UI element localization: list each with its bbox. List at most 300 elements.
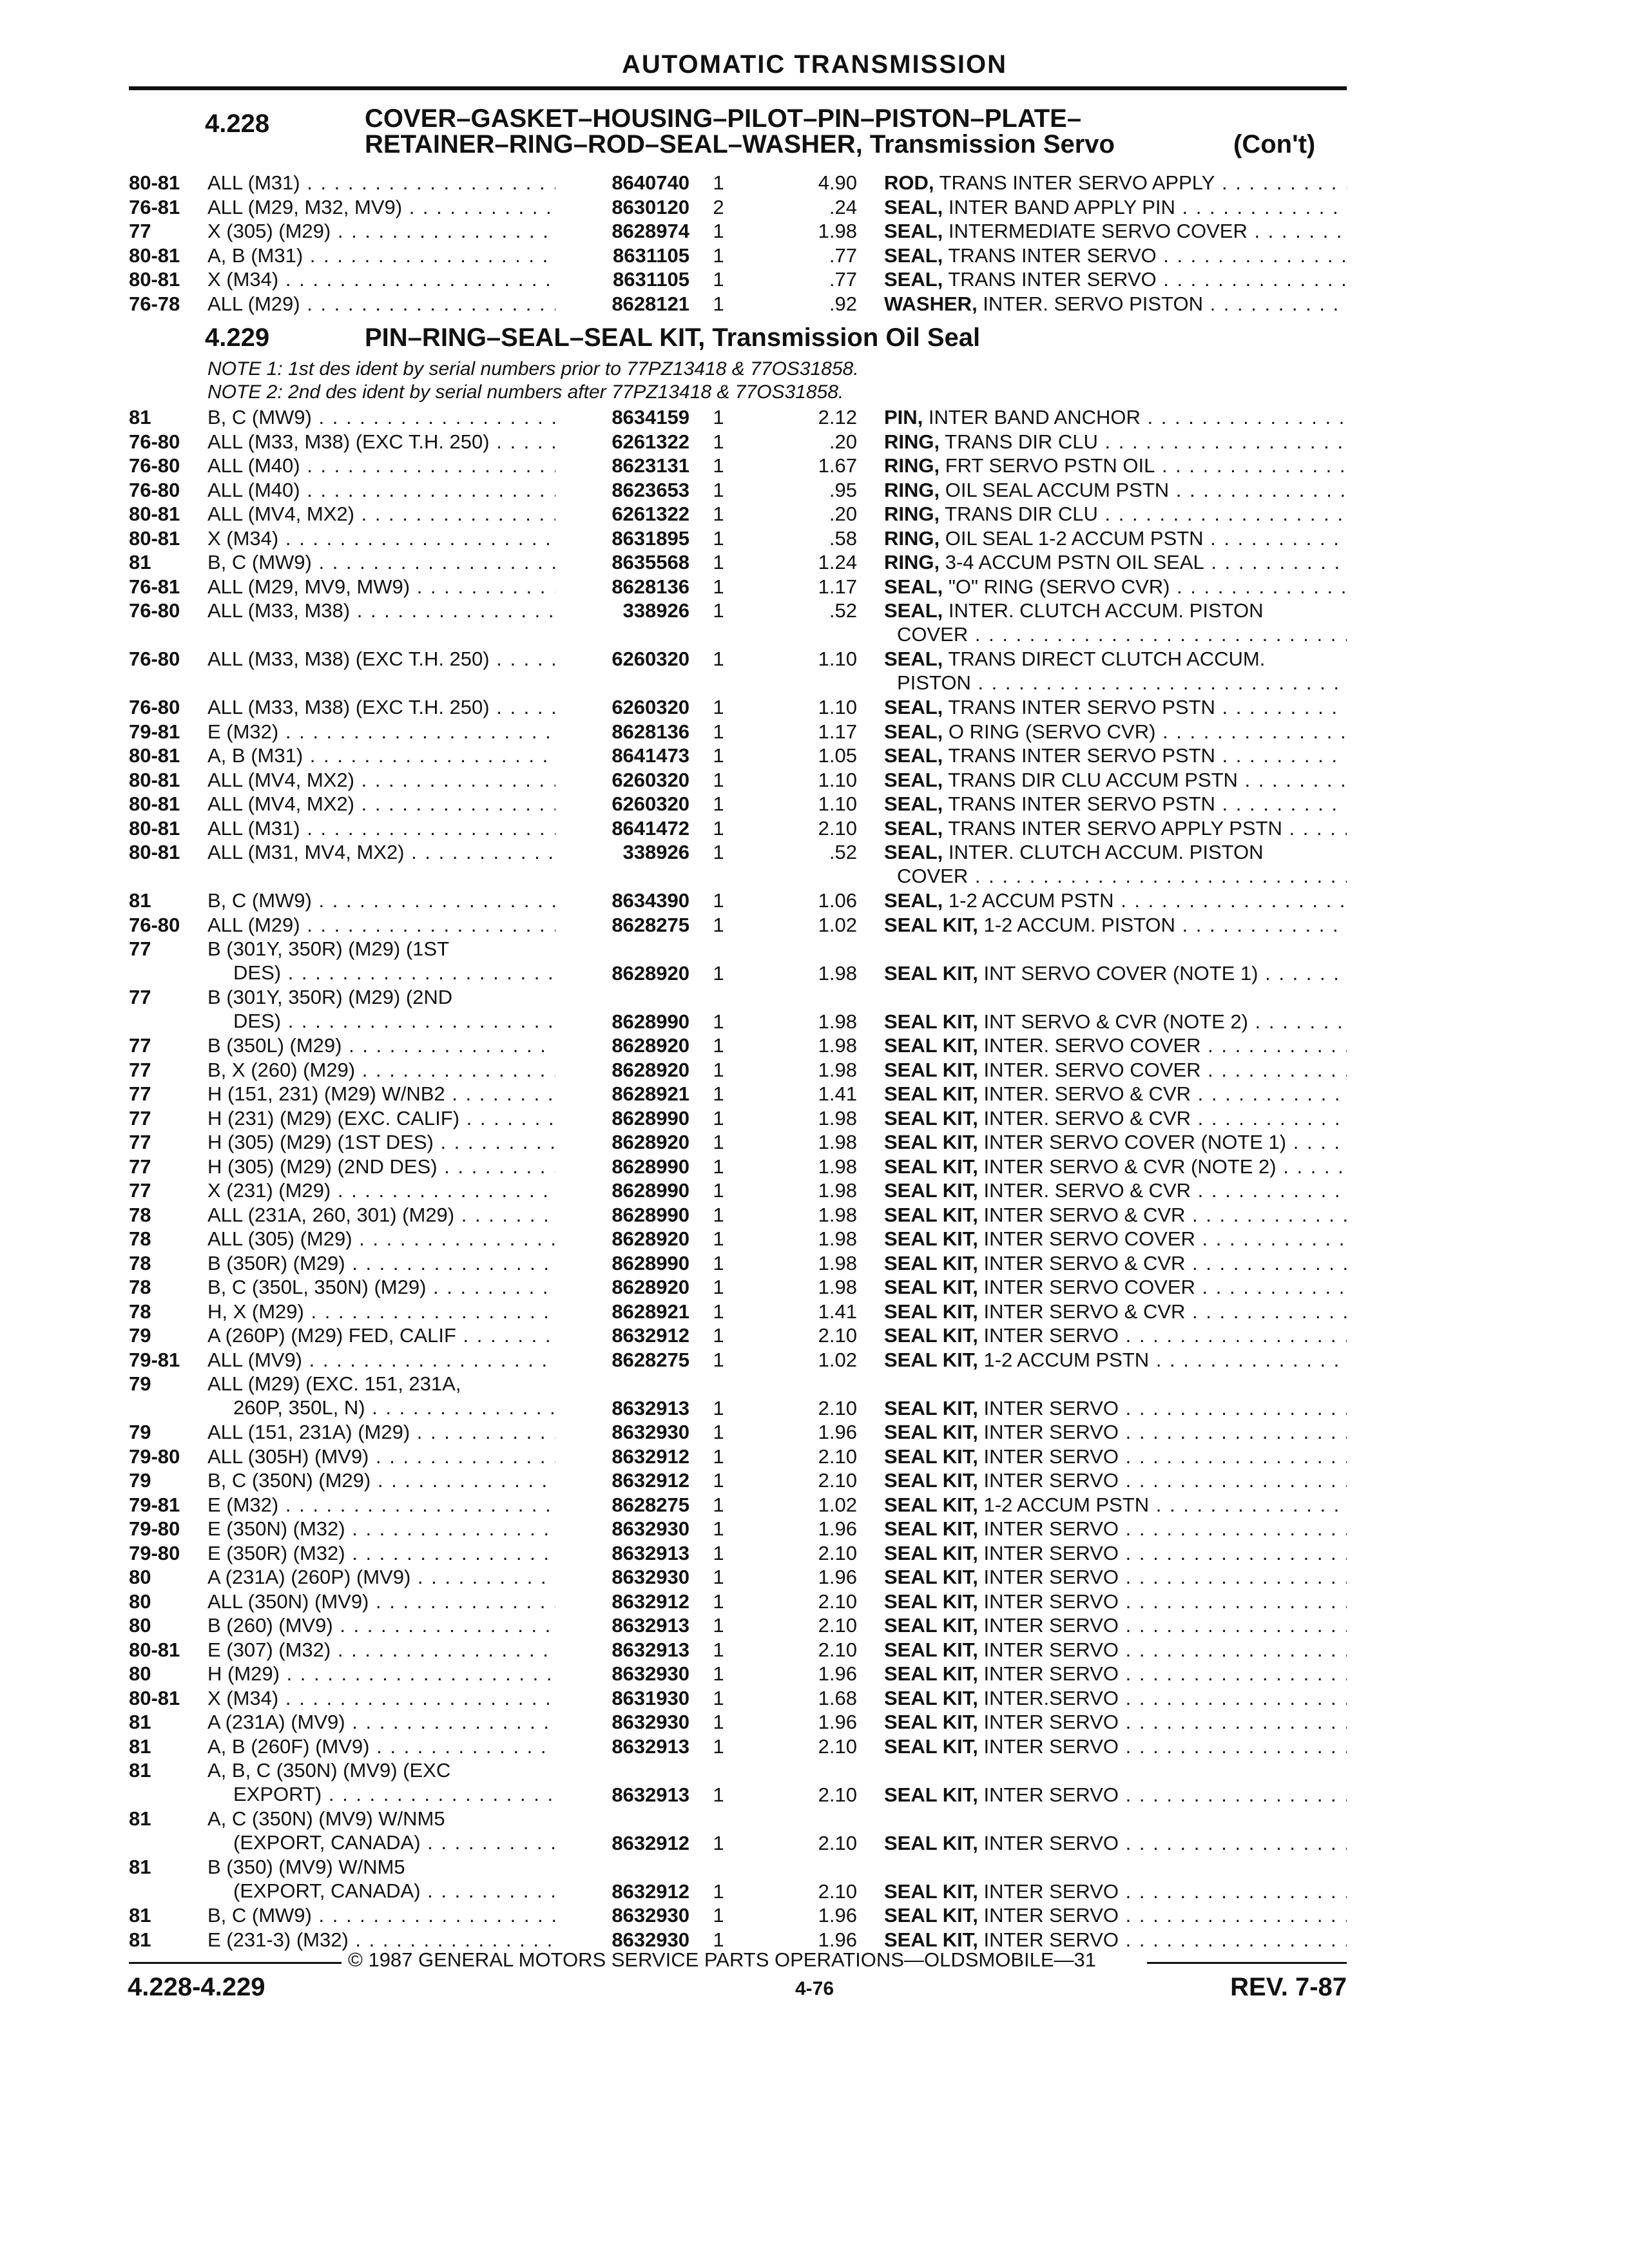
- part-category: SEAL KIT,: [884, 1783, 978, 1806]
- description-line: ALL (M29) . . .: [207, 293, 555, 316]
- part-name-line: [884, 1566, 1347, 1590]
- part-category: SEAL KIT,: [884, 1058, 978, 1081]
- price: 2.10: [818, 1614, 857, 1637]
- price: 1.05: [818, 744, 857, 767]
- description-line: ALL (M29, M32, MV9) . . .: [207, 196, 555, 220]
- model-year: 80-81: [129, 503, 180, 525]
- table-row: [0, 1082, 1629, 1107]
- part-name: [884, 1179, 1347, 1203]
- model-year: 77: [129, 937, 151, 960]
- description-line: B (301Y, 350R) (M29) (1ST: [207, 937, 450, 960]
- part-name: [884, 744, 1347, 768]
- part-name-text: INTER SERVO: [978, 1735, 1119, 1758]
- quantity: 1: [713, 1300, 724, 1323]
- application-description: [207, 1590, 555, 1614]
- application-description: [207, 527, 555, 551]
- description-line: B, C (MW9) . . .: [207, 551, 555, 575]
- part-number: 8632912: [612, 1324, 689, 1347]
- part-name-line: [884, 793, 1347, 816]
- part-name-line: [884, 1687, 1347, 1711]
- part-name-line: [884, 769, 1347, 793]
- part-category: SEAL KIT,: [884, 1493, 978, 1516]
- part-name-line: [884, 1034, 1347, 1058]
- price: 1.98: [818, 1106, 857, 1129]
- part-number: 8628136: [612, 575, 689, 598]
- part-name-text: INTER SERVO: [978, 1396, 1119, 1419]
- part-number: 6260320: [612, 793, 689, 815]
- part-name-text: TRANS INTER SERVO APPLY: [934, 171, 1215, 194]
- part-category: RING,: [884, 551, 940, 573]
- table-row: [0, 1227, 1629, 1252]
- application-description: [207, 1687, 555, 1711]
- part-category: RING,: [884, 503, 940, 525]
- description-line: E (M32) . . .: [207, 720, 555, 744]
- price: .24: [829, 195, 857, 218]
- quantity: 1: [713, 1879, 724, 1903]
- continued-label: (Con't): [1233, 130, 1316, 159]
- price: 1.96: [818, 1711, 857, 1733]
- part-name: [884, 1711, 1347, 1735]
- footer-revision: REV. 7-87: [1230, 1973, 1347, 2001]
- part-number: 8632913: [612, 1735, 689, 1758]
- part-category: SEAL KIT,: [884, 1686, 978, 1709]
- description-line: H (305) (M29) (2ND DES) . . .: [207, 1155, 555, 1179]
- description-line: ALL (M40) . . .: [207, 454, 555, 478]
- quantity: 1: [713, 648, 724, 670]
- part-category: SEAL KIT,: [884, 961, 978, 985]
- part-number: 8628920: [612, 1058, 689, 1081]
- price: 1.10: [818, 696, 857, 718]
- price: 1.02: [818, 1348, 857, 1371]
- part-number: 8628275: [612, 1348, 689, 1371]
- part-name: [884, 171, 1347, 195]
- model-year: 77: [129, 1034, 151, 1057]
- part-category: RING,: [884, 454, 940, 477]
- part-name-text: INTER SERVO: [978, 1445, 1119, 1468]
- model-year: 80-81: [129, 171, 180, 194]
- part-name-line: [884, 196, 1347, 220]
- description-line: B (350R) (M29) . . .: [207, 1252, 555, 1276]
- part-name: [884, 454, 1347, 478]
- application-description: [207, 293, 555, 316]
- part-name-line: [884, 1639, 1347, 1662]
- price: 1.98: [818, 1179, 857, 1202]
- application-description: [207, 1662, 555, 1686]
- table-row: [0, 1349, 1629, 1373]
- part-number: 8628920: [612, 961, 689, 985]
- part-name-text: TRANS DIR CLU: [940, 430, 1098, 453]
- quantity: 1: [713, 1179, 724, 1202]
- part-name-text: INTER SERVO: [978, 1928, 1119, 1951]
- description-line: ALL (M31) . . .: [207, 817, 555, 841]
- price: 2.10: [818, 1469, 857, 1492]
- model-year: 79: [129, 1372, 151, 1395]
- application-description: [207, 1542, 555, 1566]
- part-category: SEAL,: [884, 768, 943, 791]
- table-row: [0, 1494, 1629, 1518]
- quantity: 1: [713, 268, 724, 291]
- description-line: B (350) (MV9) W/NM5: [207, 1856, 405, 1878]
- model-year: 81: [129, 889, 151, 912]
- part-number: 8632930: [612, 1421, 689, 1443]
- quantity: 1: [713, 1106, 724, 1129]
- part-number: 8628921: [612, 1082, 689, 1105]
- price: 1.98: [818, 1010, 857, 1033]
- part-name: [884, 1494, 1347, 1517]
- table-row: [0, 1566, 1629, 1590]
- part-category: SEAL KIT,: [884, 1928, 978, 1951]
- part-number: 8632912: [612, 1879, 689, 1903]
- part-number: 8631105: [613, 244, 689, 267]
- quantity: 1: [713, 1445, 724, 1468]
- part-name-text: INTER SERVO & CVR: [978, 1251, 1186, 1274]
- quantity: 1: [713, 1396, 724, 1419]
- part-number: 6260320: [612, 768, 689, 791]
- application-description: [207, 1059, 555, 1082]
- price: 2.12: [818, 406, 857, 428]
- model-year: 77: [129, 1058, 151, 1081]
- model-year: 81: [129, 1928, 151, 1951]
- price: 1.96: [818, 1566, 857, 1588]
- description-line: A, B (M31) . . .: [207, 244, 555, 268]
- part-name: [884, 1300, 1347, 1324]
- quantity: 1: [713, 1928, 724, 1951]
- quantity: 1: [713, 1058, 724, 1081]
- part-name: [884, 527, 1347, 551]
- table-row: [0, 430, 1629, 455]
- description-line: A, B (260F) (MV9) . . .: [207, 1735, 555, 1759]
- part-category: SEAL KIT,: [884, 1566, 978, 1588]
- part-number: 8628275: [612, 1493, 689, 1516]
- part-category: SEAL KIT,: [884, 1131, 978, 1153]
- quantity: 1: [713, 1131, 724, 1153]
- part-name-line: [884, 575, 1347, 599]
- part-category: PIN,: [884, 406, 923, 428]
- model-year: 81: [129, 551, 151, 573]
- description-line: X (231) (M29) . . .: [207, 1179, 555, 1203]
- part-name-line: [884, 1155, 1347, 1179]
- part-name: [884, 1880, 1347, 1904]
- application-description: [207, 1276, 555, 1300]
- part-name-text: INTER. CLUTCH ACCUM. PISTON: [943, 599, 1264, 622]
- price: 2.10: [818, 1324, 857, 1347]
- part-name-text: TRANS INTER SERVO: [943, 244, 1157, 267]
- part-number: 8634390: [612, 889, 689, 912]
- part-name-text: O RING (SERVO CVR): [943, 720, 1156, 743]
- section-title: [365, 323, 980, 352]
- description-line: ALL (151, 231A) (M29) . . .: [207, 1421, 555, 1445]
- description-line: B, C (MW9) . . .: [207, 889, 555, 913]
- table-row: [0, 1276, 1629, 1300]
- description-line: ALL (M33, M38) . . .: [207, 599, 555, 623]
- part-name: [884, 196, 1347, 220]
- part-name-line: [884, 599, 1347, 623]
- model-year: 78: [129, 1203, 151, 1226]
- part-name: [884, 1687, 1347, 1711]
- model-year: 81: [129, 1711, 151, 1733]
- application-description: [207, 196, 555, 220]
- part-category: SEAL KIT,: [884, 1276, 978, 1298]
- part-name: [884, 1155, 1347, 1179]
- description-line: A, B, C (350N) (MV9) (EXC: [207, 1759, 451, 1782]
- description-line: ALL (M29) (EXC. 151, 231A,: [207, 1372, 461, 1395]
- quantity: 1: [713, 1421, 724, 1443]
- table-row: [0, 1300, 1629, 1325]
- table-row: [0, 1856, 1629, 1904]
- part-name-text: INTER. CLUTCH ACCUM. PISTON: [943, 841, 1264, 863]
- table-row: [0, 769, 1629, 793]
- description-line: B, C (MW9) . . .: [207, 1904, 555, 1928]
- part-name-line: [884, 244, 1347, 268]
- model-year: 76-80: [129, 696, 180, 718]
- part-name-text: INTER SERVO: [978, 1638, 1119, 1661]
- model-year: 78: [129, 1300, 151, 1323]
- part-name-line: [884, 1735, 1347, 1759]
- quantity: 1: [713, 1155, 724, 1178]
- description-line: A, C (350N) (MV9) W/NM5: [207, 1807, 445, 1830]
- application-description: [207, 648, 555, 671]
- part-name-text: INTER. SERVO COVER: [978, 1034, 1201, 1057]
- part-number: 8632913: [612, 1783, 689, 1806]
- part-name: [884, 1662, 1347, 1686]
- part-category: SEAL,: [884, 793, 943, 815]
- part-category: SEAL KIT,: [884, 1082, 978, 1105]
- part-number: 8632913: [612, 1396, 689, 1419]
- quantity: 1: [713, 1541, 724, 1564]
- application-description: [207, 769, 555, 793]
- description-line: E (307) (M32) . . .: [207, 1639, 555, 1662]
- part-category: SEAL KIT,: [884, 1179, 978, 1202]
- quantity: 1: [713, 478, 724, 501]
- table-row: [0, 1445, 1629, 1470]
- application-description: [207, 793, 555, 816]
- application-description: [207, 430, 555, 454]
- description-line: E (231-3) (M32) . . .: [207, 1928, 555, 1952]
- application-description: [207, 937, 555, 985]
- model-year: 78: [129, 1227, 151, 1250]
- part-name-line: [884, 268, 1347, 292]
- quantity: 1: [713, 526, 724, 550]
- table-row: [0, 1155, 1629, 1180]
- application-description: [207, 1131, 555, 1155]
- quantity: 1: [713, 696, 724, 718]
- part-name-line: [884, 720, 1347, 744]
- application-description: [207, 1034, 555, 1058]
- model-year: 81: [129, 1904, 151, 1927]
- table-row: [0, 1059, 1629, 1083]
- part-name-text: FRT SERVO PSTN OIL: [940, 454, 1155, 477]
- price: 1.10: [818, 793, 857, 815]
- part-name: [884, 503, 1347, 526]
- part-name: [884, 1082, 1347, 1106]
- part-name-line: [884, 1711, 1347, 1735]
- part-category: SEAL,: [884, 841, 943, 863]
- model-year: 80-81: [129, 793, 180, 815]
- part-name-text: 1-2 ACCUM PSTN: [978, 1348, 1150, 1371]
- part-name: [884, 1566, 1347, 1590]
- price: 2.10: [818, 1445, 857, 1468]
- description-line: H (151, 231) (M29) W/NB2 . . .: [207, 1082, 555, 1106]
- part-number: 8632912: [612, 1831, 689, 1854]
- part-category: SEAL KIT,: [884, 1638, 978, 1661]
- description-line: ALL (M31, MV4, MX2) . . .: [207, 841, 555, 865]
- part-name-line: [884, 1517, 1347, 1541]
- part-name: [884, 268, 1347, 292]
- footer-rule-right: [1147, 1962, 1347, 1964]
- footer-page-number: 4-76: [795, 1978, 834, 1999]
- price: 1.98: [818, 1034, 857, 1057]
- part-name: [884, 648, 1347, 695]
- table-row: [0, 575, 1629, 600]
- model-year: 80-81: [129, 1686, 180, 1709]
- footer-copyright: © 1987 GENERAL MOTORS SERVICE PARTS OPERATIONS—OLDSMOBILE—31: [348, 1948, 1097, 1971]
- quantity: 1: [713, 220, 724, 242]
- part-name-text: INT SERVO & CVR (NOTE 2): [978, 1010, 1248, 1033]
- price: 1.17: [818, 575, 857, 598]
- application-description: [207, 1179, 555, 1203]
- application-description: [207, 696, 555, 720]
- part-name-text: 3-4 ACCUM PSTN OIL SEAL: [940, 551, 1204, 573]
- part-name: [884, 244, 1347, 268]
- table-row: [0, 889, 1629, 914]
- part-number: 338926: [622, 599, 689, 622]
- part-name: [884, 1421, 1347, 1445]
- model-year: 80-81: [129, 841, 180, 863]
- table-row: [0, 1904, 1629, 1928]
- note-2: NOTE 2: 2nd des ident by serial numbers after 77PZ13418 & 77OS31858.: [207, 381, 844, 403]
- section-title-bold: PIN–RING–SEAL–SEAL KIT,: [365, 323, 706, 352]
- model-year: 78: [129, 1276, 151, 1298]
- part-name: [884, 1397, 1347, 1421]
- price: 1.98: [818, 1155, 857, 1178]
- application-description: [207, 1469, 555, 1493]
- application-description: [207, 1300, 555, 1324]
- part-number: 8632930: [612, 1662, 689, 1685]
- part-category: SEAL KIT,: [884, 1469, 978, 1492]
- model-year: 80-81: [129, 768, 180, 791]
- part-category: SEAL KIT,: [884, 1324, 978, 1347]
- part-name: [884, 1324, 1347, 1348]
- part-name: [884, 1349, 1347, 1372]
- part-name-line: [884, 551, 1347, 575]
- part-name: [884, 817, 1347, 841]
- part-number: 8632912: [612, 1445, 689, 1468]
- application-description: [207, 1517, 555, 1541]
- quantity: 1: [713, 1227, 724, 1250]
- part-name-line: [884, 406, 1347, 430]
- price: 1.98: [818, 220, 857, 242]
- quantity: 1: [713, 503, 724, 525]
- part-name: [884, 406, 1347, 430]
- part-name-text: 1-2 ACCUM PSTN: [978, 1493, 1150, 1516]
- part-number: 8635568: [612, 551, 689, 573]
- price: 1.96: [818, 1421, 857, 1443]
- description-line: ALL (MV4, MX2) . . .: [207, 503, 555, 526]
- part-category: SEAL,: [884, 816, 943, 840]
- part-name-line: [884, 1300, 1347, 1324]
- quantity: 1: [713, 1082, 724, 1105]
- description-line: ALL (M33, M38) (EXC T.H. 250) . . .: [207, 648, 555, 671]
- quantity: 1: [713, 1904, 724, 1927]
- table-row: [0, 1662, 1629, 1687]
- part-category: SEAL,: [884, 268, 943, 291]
- application-description: [207, 1204, 555, 1227]
- price: 1.41: [818, 1082, 857, 1105]
- part-name: [884, 841, 1347, 889]
- quantity: 1: [713, 1251, 724, 1274]
- part-name: [884, 1517, 1347, 1541]
- quantity: 1: [713, 841, 724, 863]
- price: 2.10: [818, 1638, 857, 1661]
- description-line: DES) . . .: [207, 1010, 555, 1033]
- section-number: 4.229: [205, 323, 270, 352]
- part-name: [884, 1010, 1347, 1034]
- application-description: [207, 1494, 555, 1517]
- part-category: SEAL,: [884, 720, 943, 743]
- description-line: ALL (305H) (MV9) . . .: [207, 1445, 555, 1469]
- part-name-text: "O" RING (SERVO CVR): [943, 575, 1170, 598]
- part-name-text: INTER SERVO & CVR: [978, 1203, 1186, 1226]
- part-name: [884, 1227, 1347, 1251]
- table-row: [0, 648, 1629, 696]
- description-line: X (M34) . . .: [207, 1687, 555, 1711]
- application-description: [207, 1372, 555, 1420]
- page-header-title: AUTOMATIC TRANSMISSION: [621, 50, 1008, 79]
- price: 2.10: [818, 816, 857, 840]
- quantity: 1: [713, 1517, 724, 1540]
- part-name: [884, 720, 1347, 744]
- table-row: [0, 1590, 1629, 1615]
- part-name-line: [884, 1227, 1347, 1251]
- quantity: 1: [713, 1662, 724, 1685]
- model-year: 76-80: [129, 478, 180, 501]
- description-line: H (231) (M29) (EXC. CALIF) . . .: [207, 1107, 555, 1131]
- quantity: 1: [713, 793, 724, 815]
- section-title-rest: Transmission Servo: [862, 130, 1115, 159]
- part-name: [884, 1904, 1347, 1928]
- model-year: 77: [129, 220, 151, 242]
- part-category: SEAL,: [884, 220, 943, 242]
- part-category: SEAL KIT,: [884, 1106, 978, 1129]
- quantity: 1: [713, 1831, 724, 1854]
- part-name-text: INTER SERVO: [978, 1904, 1119, 1927]
- part-name-text: INTER SERVO COVER: [978, 1276, 1195, 1298]
- price: .95: [829, 478, 857, 501]
- description-line: A (231A) (MV9) . . .: [207, 1711, 555, 1735]
- table-row: [0, 454, 1629, 479]
- section-number: 4.228: [205, 110, 270, 138]
- quantity: 1: [713, 1034, 724, 1057]
- part-number: 8628920: [612, 1131, 689, 1153]
- model-year: 77: [129, 1082, 151, 1105]
- part-category: SEAL KIT,: [884, 1541, 978, 1564]
- part-name-text: TRANS DIR CLU: [940, 503, 1098, 525]
- part-number: 8630120: [612, 195, 689, 218]
- table-row: [0, 817, 1629, 841]
- table-row: [0, 196, 1629, 220]
- table-row: [0, 914, 1629, 938]
- part-category: SEAL KIT,: [884, 1421, 978, 1443]
- part-name-line: [884, 527, 1347, 551]
- application-description: [207, 720, 555, 744]
- description-line: (EXPORT, CANADA) . . .: [207, 1831, 555, 1855]
- part-number: 8628136: [612, 720, 689, 743]
- price: 1.98: [818, 1203, 857, 1226]
- part-name-text: 1-2 ACCUM. PISTON: [978, 913, 1175, 936]
- model-year: 79-80: [129, 1517, 180, 1540]
- description-line: ALL (M33, M38) (EXC T.H. 250) . . .: [207, 430, 555, 454]
- part-name-text: INTER SERVO: [978, 1831, 1119, 1854]
